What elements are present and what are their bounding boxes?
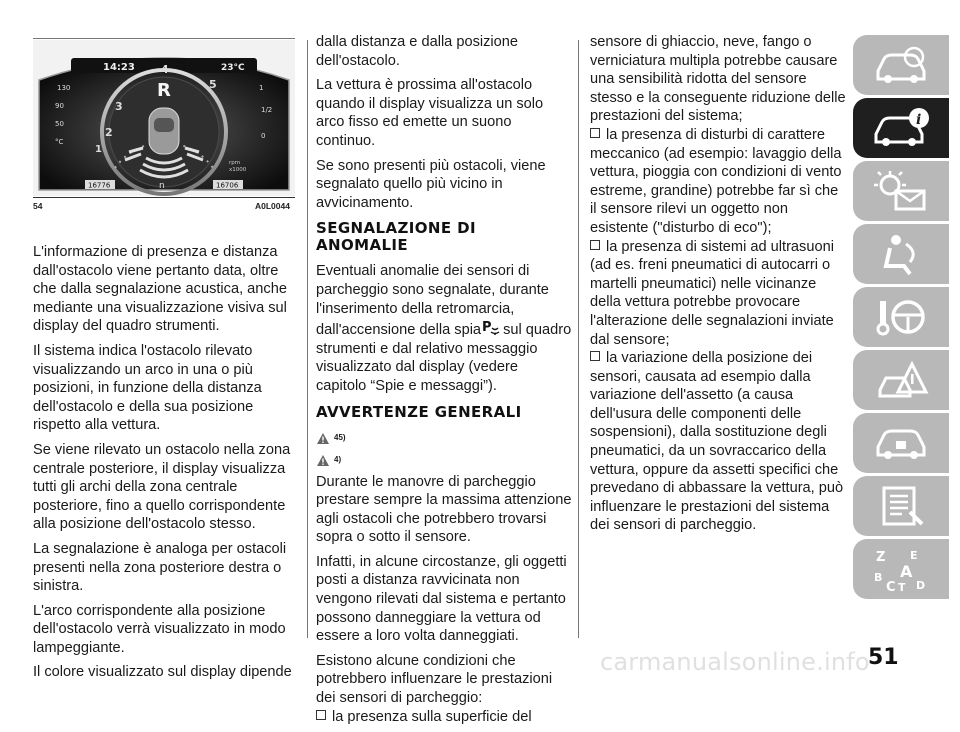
car-info-icon: [870, 104, 932, 152]
bullet-continuation: sensore di ghiaccio, neve, fango o verniciatura multipla potrebbe causare una sensibilità ridotta del sensore stesso e la conseguente riduzione delle prestazioni del sistema;: [590, 34, 846, 125]
parking-sensor-warning-light-icon: [481, 318, 503, 336]
svg-text:1: 1: [259, 84, 264, 92]
tab-starting-driving[interactable]: [853, 287, 949, 347]
figure-code: A0L0044: [255, 201, 290, 211]
svg-text:90: 90: [55, 102, 64, 110]
tab-warning-lights[interactable]: [853, 161, 949, 221]
paragraph: Se sono presenti più ostacoli, viene segnalato quello più vicino in avvicinamento.: [316, 157, 546, 211]
top-rule: [33, 38, 295, 39]
warning-triangle-icon: [316, 432, 330, 445]
svg-text:°C: °C: [55, 138, 64, 146]
emergency-triangle-icon: [870, 356, 932, 404]
bullet-item: la presenza di disturbi di carattere meccanico (ad esempio: lavaggio della vettura, pioggia con condizioni di vento estreme, grandine) potrebbe far sì che il sensore rilevi un oggetto non esistente ("disturbo di eco");: [590, 126, 842, 236]
paragraph: La vettura è prossima all'ostacolo quando il display visualizza un solo arco fisso ed emette un suono continuo.: [316, 77, 544, 149]
tab-car-info[interactable]: [853, 98, 949, 158]
section-heading-anomalie: SEGNALAZIONE DI ANOMALIE: [316, 219, 476, 255]
paragraph: Esistono alcune condizioni che potrebbero influenzare le prestazioni dei sensori di parcheggio:: [316, 652, 553, 707]
bullet-square-icon: [316, 710, 326, 720]
svg-text:1: 1: [95, 144, 102, 155]
bullet-square-icon: [590, 351, 600, 361]
bullet-item: la variazione della posizione dei sensori, causata ad esempio dalla variazione dell'assetto (a causa dell'usura delle componenti delle sospensioni), dalla sostituzione degli pneumatici, da un sovraccarico della vettura, oppure da assetti specifici che prevedano di abbassare la vettura, può influenzare le prestazioni del sistema dei sensori di parcheggio.: [590, 350, 844, 534]
index-letters-icon: [870, 545, 932, 593]
paragraph-anomalie: Eventuali anomalie dei sensori di parcheggio sono segnalate, durante l'inserimento della retromarcia, dall'accensione della spia P sul quadro strumenti e dal relativo messaggio visualizzato dal display (vedere capitolo “Spie e messaggi”).: [316, 263, 572, 394]
technical-data-icon: [870, 482, 932, 530]
watermark: carmanualsonline.info: [600, 648, 870, 676]
svg-text:B: B: [874, 571, 883, 584]
svg-text:P: P: [482, 320, 492, 336]
svg-text:D: D: [916, 579, 926, 592]
bullet-item: la presenza di sistemi ad ultrasuoni (ad es. freni pneumatici di autocarri o martelli pneumatici) nelle vicinanze della vettura potrebbe provocare l'alterazione delle segnalazioni inviate dal sensore;: [590, 238, 834, 348]
warning-reference-1: 45): [316, 429, 572, 449]
tab-technical-data[interactable]: [853, 476, 949, 536]
svg-text:A: A: [900, 562, 913, 581]
svg-text:5: 5: [209, 78, 217, 91]
tab-dashboard[interactable]: [853, 35, 949, 95]
tab-index[interactable]: [853, 539, 949, 599]
instrument-cluster-illustration: [33, 40, 295, 196]
paragraph: Il sistema indica l'ostacolo rilevato visualizzando un arco in una o più posizioni, in funzione della distanza dell'ostacolo e della sua posizione rispetto alla vettura.: [33, 342, 262, 434]
column-3: [590, 33, 846, 541]
gear-indicator: R: [157, 80, 171, 101]
column-1: [33, 243, 295, 688]
dashboard-figure: [33, 40, 295, 196]
paragraph: Durante le manovre di parcheggio prestare sempre la massima attenzione agli ostacoli che potrebbero trovarsi sopra o sotto il sensore.: [316, 473, 572, 546]
temperature-readout: 23°C: [221, 63, 245, 73]
figure-bottom-rule: [33, 197, 295, 198]
seat-airbag-icon: [870, 230, 932, 278]
bullet-square-icon: [590, 240, 600, 250]
column-2: [316, 33, 572, 732]
svg-text:1/2: 1/2: [261, 106, 273, 114]
gear-bottom-indicator: n: [159, 181, 165, 191]
svg-text:rpm: rpm: [229, 160, 241, 166]
column-divider-2: [578, 40, 579, 638]
tab-safety[interactable]: [853, 224, 949, 284]
odometer-left: 16776: [88, 181, 111, 190]
svg-text:x1000: x1000: [229, 167, 247, 173]
svg-text:T: T: [898, 581, 906, 593]
svg-text:E: E: [910, 549, 918, 562]
svg-text:i: i: [916, 112, 922, 128]
column-divider-1: [307, 40, 308, 638]
key-steering-wheel-icon: [870, 293, 932, 341]
svg-text:C: C: [886, 580, 896, 593]
page-number: 51: [868, 645, 899, 670]
paragraph: Infatti, in alcune circostanze, gli oggetti posti a distanza ravvicinata non vengono rilevati dal sistema e pertanto possono danneggiare la vettura od essere a loro volta danneggiati.: [316, 553, 567, 645]
odometer-right: 16706: [216, 181, 239, 190]
svg-text:Z: Z: [876, 550, 886, 565]
car-dashboard-icon: [870, 41, 932, 89]
paragraph: dalla distanza e dalla posizione dell'ostacolo.: [316, 34, 519, 69]
bullet-square-icon: [590, 128, 600, 138]
paragraph: Il colore visualizzato sul display dipende: [33, 664, 292, 681]
bullet-item: la presenza sulla superficie del: [316, 708, 572, 727]
figure-number: 54: [33, 201, 43, 211]
warning-reference-2: 4): [316, 451, 572, 471]
svg-text:130: 130: [57, 84, 71, 92]
svg-text:0: 0: [261, 132, 266, 140]
tab-maintenance[interactable]: [853, 413, 949, 473]
svg-text:2: 2: [105, 126, 113, 139]
warning-lights-message-icon: [870, 167, 932, 215]
car-maintenance-icon: [870, 419, 932, 467]
svg-text:50: 50: [55, 120, 64, 128]
tab-emergency[interactable]: [853, 350, 949, 410]
paragraph: La segnalazione è analoga per ostacoli presenti nella zona posteriore destra o sinistra.: [33, 540, 287, 595]
warning-triangle-icon: [316, 454, 330, 467]
paragraph: Se viene rilevato un ostacolo nella zona centrale posteriore, il display visualizza tutti gli archi della zona centrale posteriore, fino a quello corrispondente alla posizione dell'ostacolo stesso.: [33, 441, 291, 533]
paragraph: L'arco corrispondente alla posizione dell'ostacolo verrà visualizzato in modo lampeggiante.: [33, 602, 286, 656]
svg-text:4: 4: [161, 63, 169, 76]
paragraph: L'informazione di presenza e distanza dall'ostacolo viene pertanto data, oltre che dalla segnalazione acustica, anche mediante una visualizzazione visiva sul display del quadro strumenti.: [33, 244, 287, 335]
chapter-tabs: [853, 35, 953, 602]
svg-text:3: 3: [115, 100, 123, 113]
section-heading-avvertenze: AVVERTENZE GENERALI: [316, 402, 522, 421]
clock-readout: 14:23: [103, 62, 135, 73]
